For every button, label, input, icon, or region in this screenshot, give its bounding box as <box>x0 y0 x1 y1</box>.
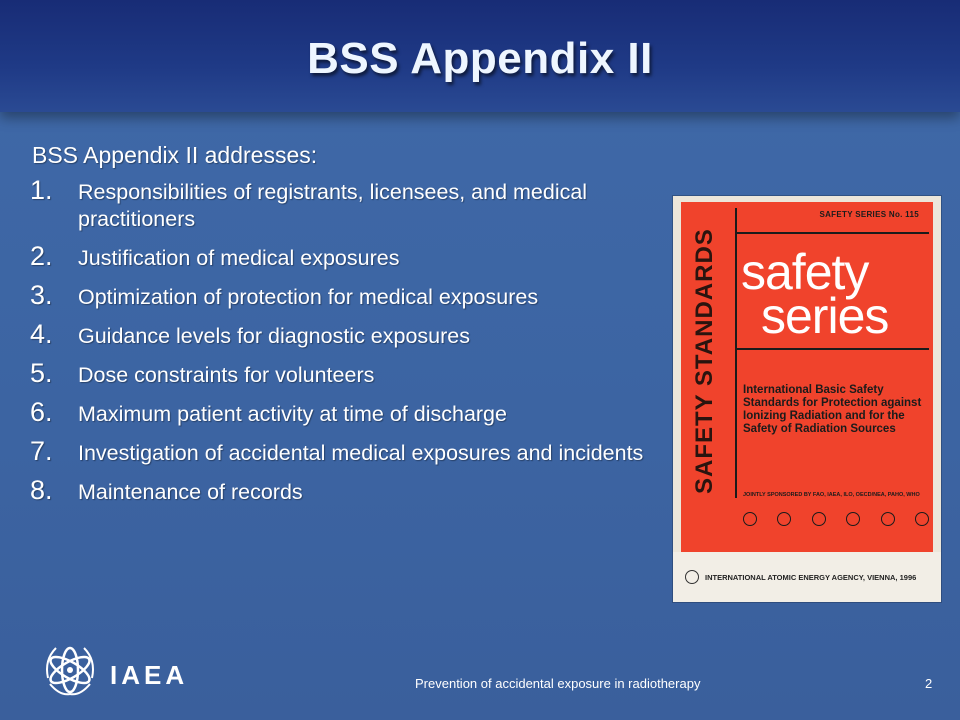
who-emblem-icon <box>915 512 929 526</box>
cover-series-number: SAFETY SERIES No. 115 <box>819 210 919 219</box>
footer-brand: IAEA <box>110 660 189 690</box>
cover-series-wordmark <box>741 244 889 344</box>
list-item-text: Guidance levels for diagnostic exposures <box>78 324 470 348</box>
list-item-text: Justification of medical exposures <box>78 246 400 270</box>
page-number: 2 <box>925 676 933 691</box>
slide-content <box>30 142 670 518</box>
list-item <box>30 319 670 350</box>
list-number: 4. <box>30 319 53 349</box>
list-item-text: Optimization of protection for medical exposures <box>78 285 539 309</box>
list-item-text: Investigation of accidental medical exposures and incidents <box>78 441 644 465</box>
iaea-logo-icon <box>38 638 102 702</box>
numbered-list <box>30 175 670 506</box>
list-number: 1. <box>30 175 53 205</box>
paho-emblem-icon <box>881 512 895 526</box>
cover-red-panel <box>681 202 933 552</box>
cover-sponsors: JOINTLY SPONSORED BY FAO, IAEA, ILO, OECD/NEA, PAHO, WHO <box>743 492 920 498</box>
list-item <box>30 175 670 233</box>
cover-publisher: INTERNATIONAL ATOMIC ENERGY AGENCY, VIENNA, 1996 <box>705 573 917 582</box>
list-item-text: Dose constraints for volunteers <box>78 363 375 387</box>
cover-rule-mid <box>737 348 929 350</box>
list-number: 3. <box>30 280 53 310</box>
iaea-small-logo-icon <box>685 570 699 584</box>
fao-emblem-icon <box>743 512 757 526</box>
list-number: 5. <box>30 358 53 388</box>
cover-rule-top <box>737 232 929 234</box>
cover-subtitle: International Basic Safety Standards for Protection against Ionizing Radiation and for the Safety of Radiation Sources <box>743 384 922 435</box>
lead-text: BSS Appendix II addresses: <box>32 142 318 168</box>
cover-word-safety: safety <box>741 244 869 300</box>
list-number: 2. <box>30 241 53 271</box>
cover-vertical-title: SAFETY STANDARDS <box>691 228 718 494</box>
list-item <box>30 241 670 272</box>
list-item <box>30 475 670 506</box>
iaea-emblem-icon <box>777 512 791 526</box>
ilo-emblem-icon <box>812 512 826 526</box>
list-item-text: Maximum patient activity at time of discharge <box>78 402 507 426</box>
list-item-text: Responsibilities of registrants, licensees, and medical practitioners <box>78 180 588 231</box>
list-item <box>30 280 670 311</box>
cover-word-series: series <box>761 288 889 344</box>
footer-title: Prevention of accidental exposure in radiotherapy <box>415 676 701 691</box>
oecd-emblem-icon <box>846 512 860 526</box>
cover-emblems <box>743 508 929 530</box>
list-item-text: Maintenance of records <box>78 480 303 504</box>
list-number: 6. <box>30 397 53 427</box>
list-item <box>30 436 670 467</box>
list-number: 8. <box>30 475 53 505</box>
list-item <box>30 397 670 428</box>
slide-title: BSS Appendix II <box>307 34 653 83</box>
book-cover-image <box>673 196 941 602</box>
list-item <box>30 358 670 389</box>
list-number: 7. <box>30 436 53 466</box>
